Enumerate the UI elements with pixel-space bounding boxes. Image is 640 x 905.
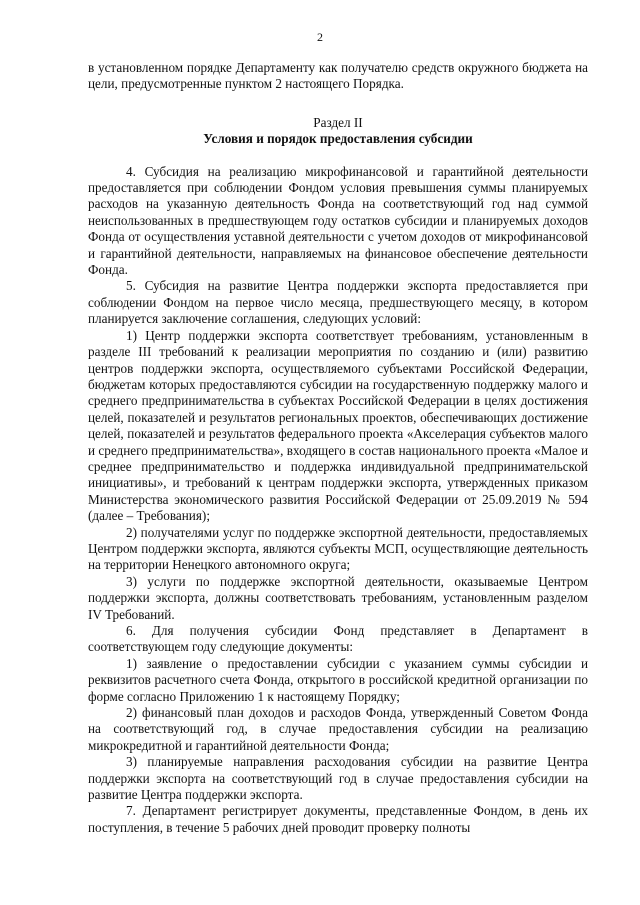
paragraph-4: 4. Субсидия на реализацию микрофинансовой и гарантийной деятельности предоставляется при соблюдении Фондом условия превышения суммы планируемых расходов на указанную деятельность Фонда на соответствующий год над суммой неиспользованных в предшествующем году остатков субсидии и планируемых доходов Фонда от осуществления уставной деятельности с учетом доходов от микрофинансовой и гарантийной деятельности, направляемых на финансовое обеспечение деятельности Фонда. xyxy=(88,163,588,278)
paragraph-6-item-2: 2) финансовый план доходов и расходов Фонда, утвержденный Советом Фонда на соответствующий год, в случае предоставления субсидии на реализацию микрокредитной и гарантийной деятельности Фонда; xyxy=(88,705,588,753)
section-title: Условия и порядок предоставления субсидии xyxy=(203,131,473,147)
paragraph-6-item-3: 3) планируемые направления расходования субсидии на развитие Центра поддержки экспорта на соответствующий год в случае предоставления субсидии на развитие Центра поддержки экспорта. xyxy=(88,754,588,803)
paragraph-5: 5. Субсидия на развитие Центра поддержки экспорта предоставляется при соблюдении Фондом на первое число месяца, предшествующего месяцу, в котором планируется заключение соглашения, следующих условий: xyxy=(88,278,588,327)
page-number: 2 xyxy=(317,30,323,44)
section-number: Раздел II xyxy=(313,114,363,130)
paragraph-7: 7. Департамент регистрирует документы, представленные Фондом, в день их поступления, в течение 5 рабочих дней проводит проверку полноты xyxy=(88,803,588,835)
paragraph-5-item-1: 1) Центр поддержки экспорта соответствует требованиям, установленным в разделе III требований к реализации мероприятия по созданию и (или) развитию центров поддержки экспорта, осуществляемого субъектами Российской Федерации, бюджетам которых предоставляются субсидии на государственную поддержку малого и среднего предпринимательства в субъектах Российской Федерации в целях достижения целей, показателей и результатов региональных проектов, обеспечивающих достижение целей, показателей и результатов федерального проекта «Акселерация субъектов малого и среднего предпринимательства», входящего в состав национального проекта «Малое и среднее предпринимательство и поддержка индивидуальной предпринимательской инициативы», и требований к центрам поддержки экспорта, утвержденных приказом Министерства экономического развития Российской Федерации от 25.09.2019 № 594 (далее – Требования); xyxy=(88,327,588,524)
intro-paragraph: в установленном порядке Департаменту как получателю средств окружного бюджета на цели, предусмотренные пунктом 2 настоящего Порядка. xyxy=(88,60,588,92)
paragraph-5-item-3: 3) услуги по поддержке экспортной деятельности, оказываемые Центром поддержки экспорта, должны соответствовать требованиям, установленным разделом IV Требований. xyxy=(88,573,588,622)
document-body xyxy=(88,60,588,836)
paragraph-6: 6. Для получения субсидии Фонд представляет в Департамент в соответствующем году следующие документы: xyxy=(88,623,588,655)
paragraph-5-item-2: 2) получателями услуг по поддержке экспортной деятельности, предоставляемых Центром поддержки экспорта, являются субъекты МСП, осуществляющие деятельность на территории Ненецкого автономного округа; xyxy=(88,524,588,573)
paragraph-6-item-1: 1) заявление о предоставлении субсидии с указанием суммы субсидии и реквизитов расчетного счета Фонда, открытого в российской кредитной организации по форме согласно Приложению 1 к настоящему Порядку; xyxy=(88,655,588,704)
section-heading xyxy=(88,115,588,148)
